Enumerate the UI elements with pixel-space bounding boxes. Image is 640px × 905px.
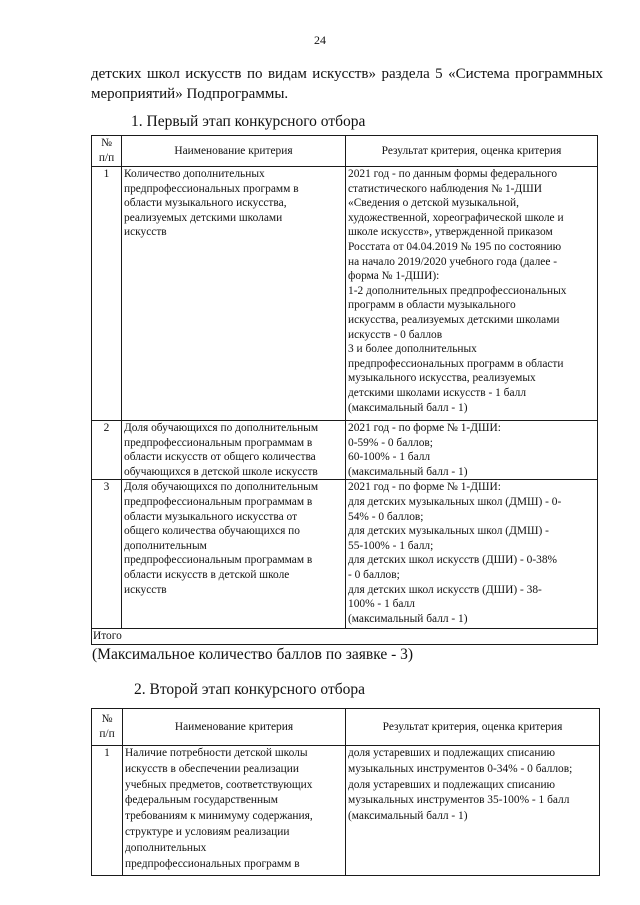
criterion-name: Наличие потребности детской школы искусств в обеспечении реализации учебных предметов, соответствующих федеральным государственным требованиям к минимуму содержания, структуре и условиям реализации дополнительных предпрофессиональных программ в [123,746,346,876]
criterion-name: Доля обучающихся по дополнительным предпрофессиональным программам в области музыкального искусства от общего количества обучающихся по дополнительным предпрофессиональным программам в области искусств в детской школе искусств [122,480,346,629]
criterion-result: доля устаревших и подлежащих списанию музыкальных инструментов 0-34% - 0 баллов; доля устаревших и подлежащих списанию музыкальных инструментов 35-100% - 1 балл (максимальный балл - 1) [346,746,600,876]
table-row [92,421,598,480]
stage2-heading: 2. Второй этап конкурсного отбора [134,681,365,698]
column-header-name: Наименование критерия [122,136,346,167]
criterion-result: 2021 год - по форме № 1-ДШИ: для детских музыкальных школ (ДМШ) - 0- 54% - 0 баллов; для детских музыкальных школ (ДМШ) - 55-100% - 1 балл; для детских школ искусств (ДШИ) - 0-38% - 0 баллов; для детских школ искусств (ДШИ) - 38- 100% - 1 балл (максимальный балл - 1) [346,480,598,629]
column-header-result: Результат критерия, оценка критерия [346,136,598,167]
column-header-num: № п/п [92,136,122,167]
stage1-criteria-table [91,135,598,645]
total-label: Итого [92,629,598,645]
row-number: 3 [92,480,122,629]
stage2-criteria-table [91,708,600,876]
column-header-result: Результат критерия, оценка критерия [346,709,600,746]
row-number: 1 [92,167,122,421]
table-header-row [92,709,600,746]
criterion-result: 2021 год - по данным формы федерального статистического наблюдения № 1-ДШИ «Сведения о детской музыкальной, художественной, хореографической школе и школе искусств», утвержденной приказом Росстата от 04.04.2019 № 195 по состоянию на начало 2019/2020 учебного года (далее - форма № 1-ДШИ): 1-2 дополнительных предпрофессиональных программ в области музыкального искусства, реализуемых детскими школами искусств - 0 баллов 3 и более дополнительных предпрофессиональных программ в области музыкального искусства, реализуемых детскими школами искусств - 1 балл (максимальный балл - 1) [346,167,598,421]
page-number: 24 [314,33,326,47]
table-row [92,746,600,876]
column-header-num: № п/п [92,709,123,746]
column-header-name: Наименование критерия [123,709,346,746]
stage1-heading: 1. Первый этап конкурсного отбора [131,113,366,130]
max-score-note: (Максимальное количество баллов по заявке - 3) [92,646,414,663]
table-total-row [92,629,598,645]
criterion-name: Количество дополнительных предпрофессиональных программ в области музыкального искусства, реализуемых детскими школами искусств [122,167,346,421]
table-row [92,480,598,629]
intro-text-line-1: детских школ искусств по видам искусств» раздела 5 «Система программных [91,66,603,82]
table-row [92,167,598,421]
row-number: 2 [92,421,122,480]
intro-text-line-2: мероприятий» Подпрограммы. [91,86,289,102]
table-header-row [92,136,598,167]
criterion-name: Доля обучающихся по дополнительным предпрофессиональным программам в области искусств от общего количества обучающихся в детской школе искусств [122,421,346,480]
criterion-result: 2021 год - по форме № 1-ДШИ: 0-59% - 0 баллов; 60-100% - 1 балл (максимальный балл - 1) [346,421,598,480]
row-number: 1 [92,746,123,876]
